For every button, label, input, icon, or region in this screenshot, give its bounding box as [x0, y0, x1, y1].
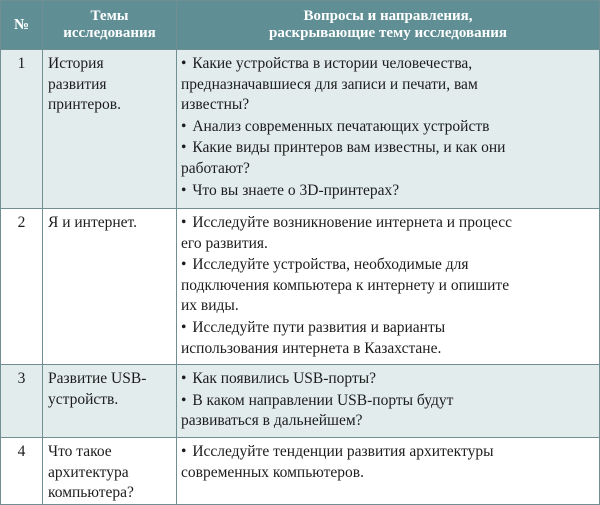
question-line: известны?: [181, 96, 250, 114]
row-topic: [43, 365, 177, 438]
header-topics: [43, 1, 177, 50]
row-topic: [43, 209, 177, 365]
question-line: • Исследуйте пути развития и варианты: [181, 318, 446, 336]
question-list: [181, 54, 595, 201]
question-line: • В каком направлении USB-порты будут: [181, 391, 454, 409]
table-header-row: [1, 1, 600, 50]
bullet-icon: •: [181, 139, 187, 157]
bullet-icon: •: [181, 214, 187, 231]
question-item: [181, 138, 595, 179]
row-questions: [177, 437, 600, 504]
question-line: • Что вы знаете о 3D-принтерах?: [181, 181, 400, 199]
question-line: использования интернета в Казахстане.: [181, 339, 442, 357]
question-line: предназначавшиеся для записи и печати, вам: [181, 75, 478, 93]
table-row: [1, 437, 600, 504]
bullet-icon: •: [181, 55, 187, 72]
row-number: 1: [1, 50, 43, 209]
header-questions-line: Вопросы и направления,: [303, 8, 473, 24]
question-line: • Исследуйте устройства, необходимые для: [181, 256, 469, 274]
question-line: • Исследуйте тенденции развития архитектуры: [181, 442, 494, 460]
topic-line: компьютера?: [48, 484, 134, 502]
question-line: современных компьютеров.: [181, 463, 364, 481]
bullet-icon: •: [181, 318, 187, 336]
header-topics-line: Темы: [90, 8, 129, 24]
question-line: • Какие устройства в истории человечества,: [181, 55, 473, 72]
row-questions: [177, 50, 600, 209]
bullet-icon: •: [181, 256, 187, 274]
header-number: №: [1, 1, 43, 50]
question-line: • Исследуйте возникновение интернета и процесс: [181, 214, 513, 231]
question-list: [181, 213, 595, 359]
row-number: 3: [1, 365, 43, 438]
bullet-icon: •: [181, 370, 187, 388]
topic-line: Развитие USB-: [48, 370, 147, 388]
row-topic: [43, 50, 177, 209]
question-item: [181, 369, 595, 390]
question-line: • Как появились USB-порты?: [181, 370, 377, 388]
topic-line: устройств.: [48, 390, 119, 408]
question-line: развиваться в дальнейшем?: [181, 412, 363, 430]
question-item: [181, 318, 595, 359]
question-list: [181, 369, 595, 432]
topic-line: Я и интернет.: [48, 214, 138, 231]
question-line: его развития.: [181, 234, 268, 252]
row-number: 4: [1, 437, 43, 504]
header-questions-line: раскрывающие тему исследования: [268, 25, 507, 41]
bullet-icon: •: [181, 442, 187, 460]
row-questions: [177, 209, 600, 365]
question-item: [181, 213, 595, 254]
header-topics-line: исследования: [63, 25, 156, 41]
bullet-icon: •: [181, 181, 187, 199]
topic-line: принтеров.: [48, 96, 121, 114]
question-item: [181, 117, 595, 138]
row-number: 2: [1, 209, 43, 365]
topic-line: Что такое: [48, 442, 112, 460]
question-item: [181, 181, 595, 202]
question-item: [181, 442, 595, 483]
row-questions: [177, 365, 600, 438]
bullet-icon: •: [181, 117, 187, 135]
bullet-icon: •: [181, 391, 187, 409]
question-line: их виды.: [181, 297, 239, 315]
question-list: [181, 442, 595, 483]
table-row: [1, 50, 600, 209]
table-row: [1, 365, 600, 438]
header-questions: [177, 1, 600, 50]
question-item: [181, 391, 595, 432]
topic-line: История: [48, 55, 104, 72]
question-line: работают?: [181, 159, 250, 177]
question-line: подключения компьютера к интернету и опишите: [181, 276, 510, 294]
question-item: [181, 54, 595, 116]
table-row: [1, 209, 600, 365]
topic-line: развития: [48, 75, 107, 93]
question-line: • Анализ современных печатающих устройств: [181, 117, 490, 135]
row-topic: [43, 437, 177, 504]
topic-line: архитектура: [48, 463, 129, 481]
question-line: • Какие виды принтеров вам известны, и как они: [181, 139, 506, 157]
question-item: [181, 255, 595, 317]
